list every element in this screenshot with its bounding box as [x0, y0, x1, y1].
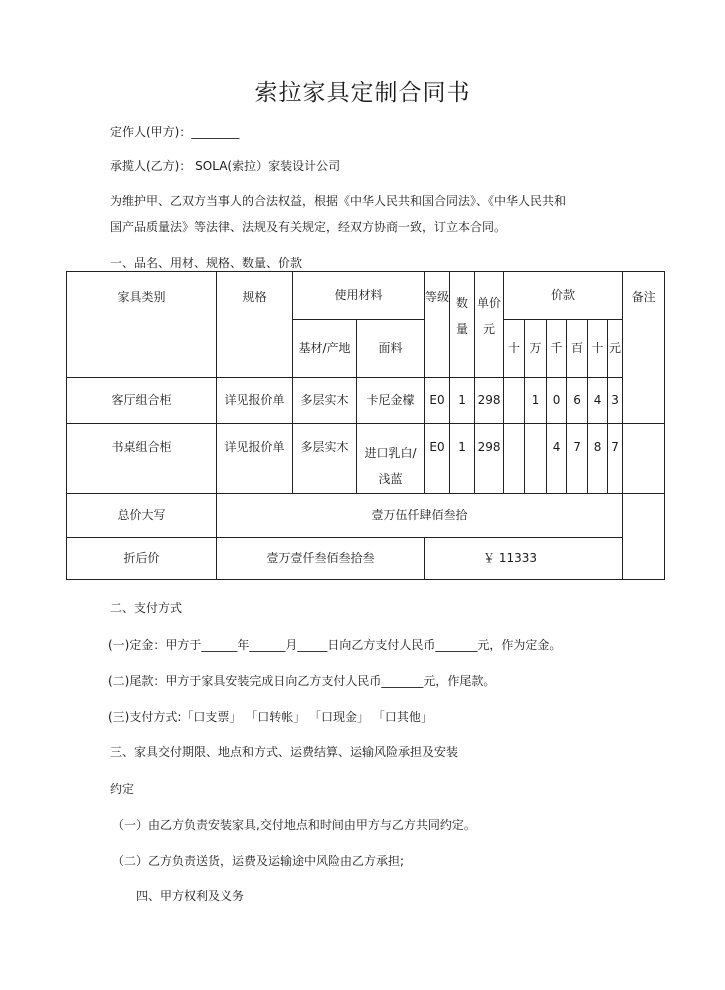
row2-digit: 4 — [547, 424, 567, 494]
row1-surface: 卡尼金檬 — [357, 378, 425, 424]
header-qty — [450, 272, 475, 378]
row2-surface — [357, 424, 425, 494]
row2-category: 书桌组合柜 — [67, 424, 217, 494]
row1-spec: 详见报价单 — [217, 378, 293, 424]
row1-unit-price: 298 — [475, 378, 504, 424]
header-materials: 使用材料 — [293, 272, 425, 320]
row1-digit — [504, 378, 525, 424]
contract-title: 索拉家具定制合同书 — [254, 80, 471, 106]
section-1-heading: 一、品名、用材、规格、数量、价款 — [110, 256, 303, 270]
total-remarks — [623, 494, 665, 580]
row1-grade: E0 — [425, 378, 450, 424]
row1-base: 多层实木 — [293, 378, 357, 424]
digit-header: 万 — [525, 320, 547, 378]
row1-digit: 0 — [547, 378, 567, 424]
digit-header: 元 — [608, 320, 623, 378]
digit-header: 十 — [504, 320, 525, 378]
party-a-line: 定作人(甲方)：________ — [110, 125, 240, 139]
row1-digit: 6 — [567, 378, 588, 424]
header-grade: 等级 — [425, 272, 450, 378]
header-category: 家具类别 — [67, 272, 217, 378]
row2-digit — [525, 424, 547, 494]
digit-header: 十 — [588, 320, 608, 378]
header-unit-price — [475, 272, 504, 378]
digit-header: 千 — [547, 320, 567, 378]
payment-method: (三)支付方式:「口支票」 「口转帐」 「口现金」 「口其他」 — [108, 710, 433, 724]
delivery-clause-2: （二）乙方负责送货，运费及运输途中风险由乙方承担; — [112, 854, 405, 868]
discount-label: 折后价 — [67, 538, 217, 580]
header-spec: 规格 — [217, 272, 293, 378]
row1-digit: 1 — [525, 378, 547, 424]
row2-base: 多层实木 — [293, 424, 357, 494]
header-base: 基材/产地 — [293, 320, 357, 378]
intro-line-2: 国产品质量法》等法律、法规及有关规定，经双方协商一致，订立本合同。 — [110, 220, 507, 234]
discount-amount: ￥ 11333 — [425, 538, 623, 580]
intro-line-1: 为维护甲、乙双方当事人的合法权益，根据《中华人民共和国合同法》、《中华人民共和 — [110, 194, 567, 208]
row2-digit: 7 — [608, 424, 623, 494]
header-qty-text: 数量 — [456, 296, 469, 336]
header-remarks: 备注 — [623, 272, 665, 424]
row2-digit — [504, 424, 525, 494]
row2-qty: 1 — [450, 424, 475, 494]
row2-remarks — [623, 424, 665, 494]
row2-unit-price: 298 — [475, 424, 504, 494]
payment-final: (二)尾款：甲方于家具安装完成日向乙方支付人民币_______元，作尾款。 — [108, 674, 496, 688]
row2-digit: 8 — [588, 424, 608, 494]
row2-digit: 7 — [567, 424, 588, 494]
row1-digit: 3 — [608, 378, 623, 424]
header-unit-price-text: 单价元 — [477, 296, 502, 336]
section-3-continuation: 约定 — [110, 782, 135, 796]
row2-grade: E0 — [425, 424, 450, 494]
header-price: 价款 — [504, 272, 623, 320]
discount-words: 壹万壹仟叁佰叁拾叁 — [217, 538, 425, 580]
digit-header: 百 — [567, 320, 588, 378]
row1-category: 客厅组合柜 — [67, 378, 217, 424]
row1-digit: 4 — [588, 378, 608, 424]
section-4-heading: 四、甲方权利及义务 — [136, 889, 245, 903]
row1-qty: 1 — [450, 378, 475, 424]
furniture-table — [66, 271, 665, 580]
payment-deposit: (一)定金：甲方于______年______月_____日向乙方支付人民币_______元，作为定金。 — [108, 638, 562, 652]
party-b-line: 承揽人(乙方)： SOLA(索拉）家装设计公司 — [110, 159, 341, 173]
total-value: 壹万伍仟肆佰叁拾 — [217, 494, 623, 538]
row2-surface-text: 进口乳白/浅蓝 — [364, 446, 417, 486]
row2-spec: 详见报价单 — [217, 424, 293, 494]
section-3-heading: 三、家具交付期限、地点和方式、运费结算、运输风险承担及安装 — [110, 745, 459, 759]
total-label: 总价大写 — [67, 494, 217, 538]
delivery-clause-1: （一）由乙方负责安装家具,交付地点和时间由甲方与乙方共同约定。 — [112, 818, 476, 832]
section-2-heading: 二、支付方式 — [110, 601, 183, 615]
header-surface: 面料 — [357, 320, 425, 378]
